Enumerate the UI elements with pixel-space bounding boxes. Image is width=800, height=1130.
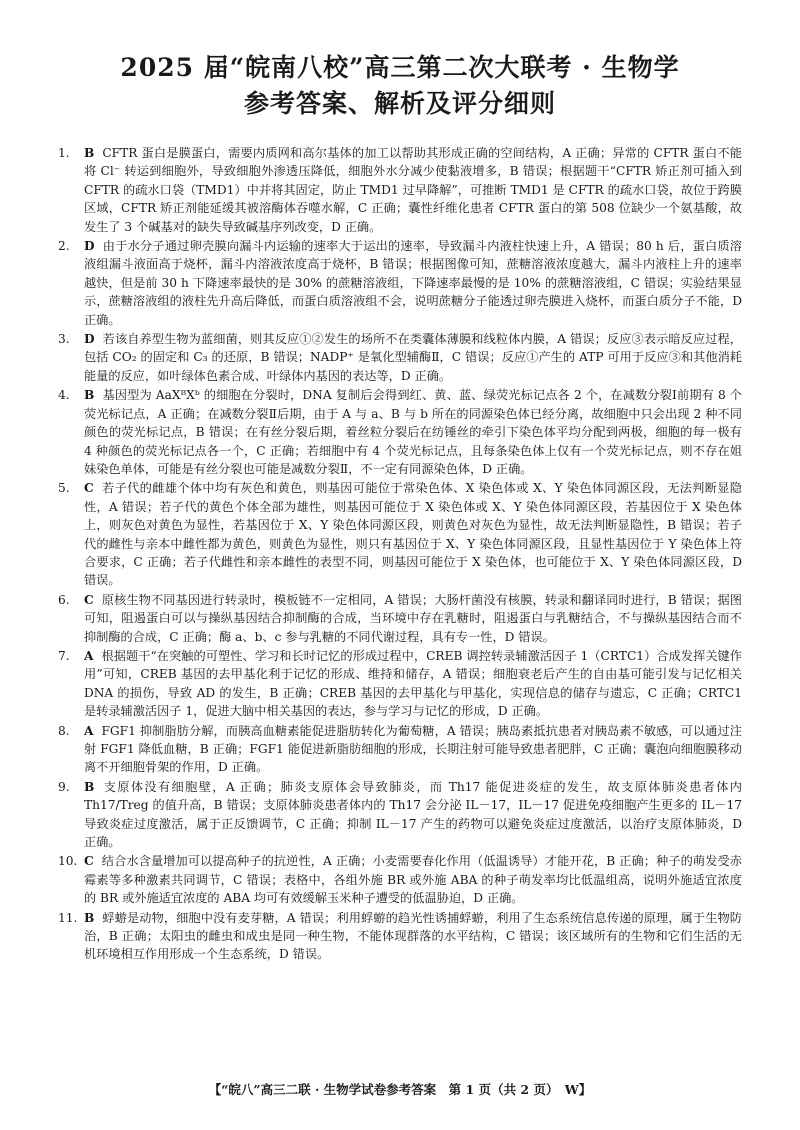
answer-explanation: 支原体没有细胞壁，A 正确；肺炎支原体会导致肺炎，而 Th17 能促进炎症的发生，故支原体肺炎患者体内 Th17/Treg 的值升高，B 错误；支原体肺炎患者体内的 Th17 会分泌 IL－17，IL－17 促进免疫细胞产生更多的 IL－17 导致炎症过度激活，属于正反馈调节，C 正确；抑制 IL－17 产生的药物可以避免炎症过度激活，以治疗支原体肺炎，D 正确。 (84, 779, 742, 850)
page-title: 2025 届“皖南八校”高三第二次大联考 · 生物学 (120, 53, 680, 82)
answer-item (58, 144, 742, 236)
answer-item (58, 778, 742, 852)
answer-number: 3. (58, 332, 70, 347)
answer-key: D (84, 332, 95, 347)
answer-explanation: 基因型为 AaXᴮXᵇ 的细胞在分裂时，DNA 复制后会得到红、黄、蓝、绿荧光标记点各 2 个，在减数分裂Ⅰ前期有 8 个荧光标记点，A 正确；在减数分裂Ⅱ后期，由于 A 与 a、B 与 b 所在的同源染色体已经分离，故细胞中只会出现 2 种不同颜色的荧光标记点，B 错误；在有丝分裂后期，着丝粒分裂后在纺锤丝的牵引下染色体平均分配到两极，细胞的每一极有 4 种颜色的荧光标记点各一个，C 正确；若细胞中有 4 个荧光标记点，且每条染色体上仅有一个荧光标记点，则不存在姐妹染色单体，可能是有丝分裂也可能是减数分裂Ⅱ，不一定有同源染色体，D 正确。 (84, 388, 742, 476)
answer-key: D (84, 239, 95, 254)
answer-item (58, 909, 742, 964)
answer-item (58, 852, 742, 907)
answer-key: A (84, 648, 94, 663)
answer-key: B (84, 779, 95, 794)
answer-number: 2. (58, 239, 70, 254)
answer-number: 1. (58, 146, 70, 160)
answer-explanation: FGF1 抑制脂肪分解，而胰高血糖素能促进脂肪转化为葡萄糖，A 错误；胰岛素抵抗患者对胰岛素不敏感，可以通过注射 FGF1 降低血糖，B 正确；FGF1 能促进新脂肪细胞的形成，长期注射可能导致患者肥胖，C 正确；囊泡向细胞膜移动离不开细胞骨架的作用，D 正确。 (84, 723, 742, 775)
answer-list (58, 144, 742, 964)
answer-number: 10. (58, 854, 78, 869)
answer-item (58, 330, 742, 385)
page-footer: 【“皖八”高三二联 · 生物学试卷参考答案 第 1 页（共 2 页） W】 (208, 1082, 592, 1097)
answer-number: 7. (58, 648, 70, 663)
answer-explanation: 若子代的雌雄个体中均有灰色和黄色，则基因可能位于常染色体、X 染色体或 X、Y 染色体同源区段，无法判断显隐性，A 错误；若子代的黄色个体全部为雄性，则基因可能位于 X 染色体或 X、Y 染色体同源区段，若基因位于 X 染色体上，则灰色对黄色为显性，若基因位于 X、Y 染色体同源区段，则黄色对灰色为显性，故无法判断显隐性，B 错误；若子代的雌性与亲本中雌性都为黄色，则黄色为显性，则只有基因位于 X、Y 染色体同源区段，且显性基因位于 Y 染色体上符合要求，C 正确；若子代雌性和亲本雌性的表型不同，则基因可能位于 X 染色体，也可能位于 X、Y 染色体同源区段，D 错误。 (84, 481, 742, 588)
answer-key: C (84, 854, 94, 869)
answer-item (58, 386, 742, 478)
answer-explanation: CFTR 蛋白是膜蛋白，需要内质网和高尔基体的加工以帮助其形成正确的空间结构，A 正确；异常的 CFTR 蛋白不能将 Cl⁻ 转运到细胞外，导致细胞外渗透压降低，细胞外水分减少使黏液增多，B 错误；根据题干“CFTR 矫正剂可插入到 CFTR 的疏水口袋（TMD1）中并将其固定，防止 TMD1 过早降解”，可推断 TMD1 是 CFTR 的疏水口袋，故位于跨膜区域，CFTR 矫正剂能延缓其被溶酶体吞噬水解，C 正确；囊性纤维化患者 CFTR 蛋白的第 508 位缺少一个氨基酸，故发生了 3 个碱基对的缺失导致碱基序列改变，D 正确。 (84, 146, 742, 234)
answer-explanation: 原核生物不同基因进行转录时，模板链不一定相同，A 错误；大肠杆菌没有核膜，转录和翻译同时进行，B 错误；据图可知，阻遏蛋白可以与操纵基因结合抑制酶的合成，当环境中存在乳糖时，阻遏蛋白与乳糖结合，不与操纵基因结合而不抑制酶的合成，C 正确；酶 a、b、c 参与乳糖的不同代谢过程，具有专一性，D 错误。 (84, 592, 742, 644)
answer-item (58, 237, 742, 329)
answer-key: A (84, 723, 94, 738)
answer-number: 6. (58, 592, 70, 607)
answer-key: B (84, 910, 95, 925)
answer-item (58, 591, 742, 646)
answer-key: C (84, 481, 94, 496)
answer-explanation: 若该自养型生物为蓝细菌，则其反应①②发生的场所不在类囊体薄膜和线粒体内膜，A 错误；反应③表示暗反应过程，包括 CO₂ 的固定和 C₃ 的还原，B 错误；NADP⁺ 是氧化型辅酶Ⅱ，C 错误；反应①产生的 ATP 可用于反应③和其他消耗能量的反应，如叶绿体色素合成、叶绿体内基因的表达等，D 正确。 (84, 332, 742, 383)
answer-item (58, 647, 742, 721)
answer-number: 4. (58, 388, 70, 403)
answer-key: B (84, 146, 95, 160)
answer-item (58, 722, 742, 777)
answer-explanation: 根据题干“在突触的可塑性、学习和长时记忆的形成过程中，CREB 调控转录辅激活因子 1（CRTC1）合成发挥关键作用”可知，CREB 基因的去甲基化利于记忆的形成、维持和储存，A 错误；细胞衰老后产生的自由基可能引发与记忆相关 DNA 的损伤，导致 AD 的发生，B 正确；CREB 基因的去甲基化与甲基化，实现信息的储存与遗忘，C 正确；CRTC1 是转录辅激活因子 1，促进大脑中相关基因的表达，参与学习与记忆的形成，D 正确。 (84, 648, 742, 719)
answer-number: 11. (58, 910, 78, 925)
answer-number: 9. (58, 779, 70, 794)
answer-explanation: 蜉蝣是动物，细胞中没有麦芽糖，A 错误；利用蜉蝣的趋光性诱捕蜉蝣，利用了生态系统信息传递的原理，属于生物防治，B 正确；太阳虫的雌虫和成虫是同一种生物，不能体现群落的水平结构，C 错误；该区域所有的生物和它们生活的无机环境相互作用形成一个生态系统，D 错误。 (84, 910, 742, 962)
answer-number: 8. (58, 723, 70, 738)
answer-explanation: 结合水含量增加可以提高种子的抗逆性，A 正确；小麦需要春化作用（低温诱导）才能开花，B 正确；种子的萌发受赤霉素等多种激素共同调节，C 错误；表格中，各组外施 BR 或外施 ABA 的种子萌发率均比低温组高，说明外施适宜浓度的 BR 或外施适宜浓度的 ABA 均可有效缓解玉米种子遭受的低温胁迫，D 正确。 (84, 854, 742, 906)
page-subtitle: 参考答案、解析及评分细则 (243, 89, 556, 118)
answer-key: C (84, 592, 94, 607)
answer-key: B (84, 388, 95, 403)
answer-explanation: 由于水分子通过卵壳膜向漏斗内运输的速率大于运出的速率，导致漏斗内液柱快速上升，A 错误；80 h 后，蛋白质溶液组漏斗液面高于烧杯，漏斗内溶液浓度高于烧杯，B 错误；根据图像可知，蔗糖溶液浓度越大，漏斗内液柱上升的速率越快，但是前 30 h 下降速率最快的是 30% 的蔗糖溶液组，下降速率最慢的是 10% 的蔗糖溶液组，C 错误；实验结果显示，蔗糖溶液组的液柱先升高后降低，而蛋白质溶液组不会，说明蔗糖分子能透过卵壳膜进入烧杯，而蛋白质分子不能，D 正确。 (84, 239, 742, 327)
answer-number: 5. (58, 481, 70, 496)
answer-item (58, 479, 742, 589)
